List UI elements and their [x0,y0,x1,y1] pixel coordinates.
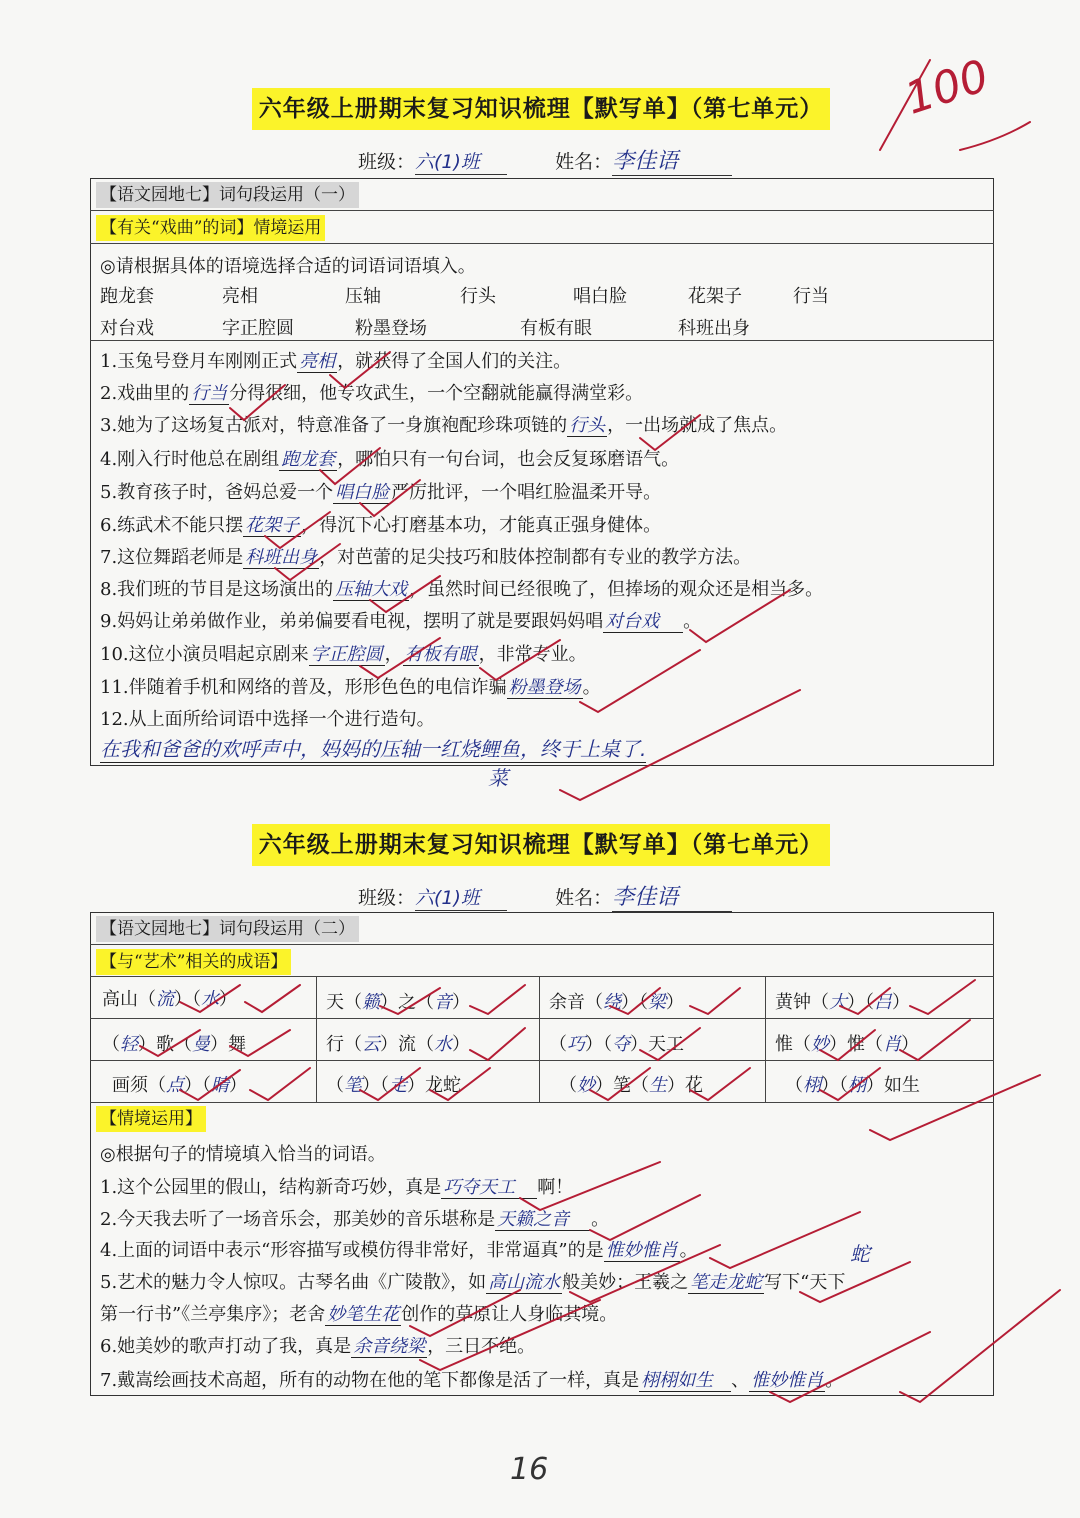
answer: 粉墨登场 [508,677,581,698]
divider [90,1018,994,1019]
answer: 唱白脸 [335,482,390,503]
class-value: 六(1)班 [415,883,507,911]
word-bank-item: 有板有眼 [520,318,592,339]
sheet2-title: 六年级上册期末复习知识梳理【默写单】（第七单元） [252,824,830,866]
word-bank-item: 粉墨登场 [355,318,427,339]
word-bank-item: 花架子 [688,286,742,307]
question-5: 5.教育孩子时，爸妈总爱一个 唱白脸 严厉批评，一个唱红脸温柔开导。 [100,482,662,503]
question-9: 9.妈妈让弟弟做作业，弟弟偏要看电视，摆明了就是要跟妈妈唱 对台戏 。 [100,611,702,632]
answer: 惟妙惟肖 [751,1370,824,1391]
question-8: 8.我们班的节目是这场演出的 压轴大戏 ，虽然时间已经很晚了，但捧场的观众还是相当多。 [100,579,824,600]
class-value: 六(1)班 [415,147,507,175]
idiom-cell: 黄钟（大）（吕） [775,992,910,1013]
sheet1-title: 六年级上册期末复习知识梳理【默写单】（第七单元） [252,88,830,130]
answer: 余音绕梁 [353,1336,426,1357]
idiom-cell: 高山（流）（水） [102,989,237,1010]
idiom-cell: （妙）笔（生）花 [559,1075,703,1096]
idiom-cell: （栩）（栩）如生 [785,1075,920,1096]
answer: 有板有眼 [404,644,477,665]
word-bank-item: 行当 [793,286,829,307]
answer: 巧夺天工 [441,1177,537,1199]
divider [90,210,994,211]
name-value: 李佳语 [612,880,732,912]
question-5: 5.艺术的魅力令人惊叹。古琴名曲《广陵散》，如 高山流水 般美妙；王羲之 笔走龙蛇 写下“天下 [100,1272,846,1293]
question-4: 4.上面的词语中表示“形容描写或模仿得非常好，非常逼真”的是 惟妙惟肖 。 [100,1240,698,1261]
name-label: 姓名： [555,887,613,909]
divider [90,1102,994,1103]
name-value: 李佳语 [612,144,732,176]
word-bank-item: 行头 [460,286,496,307]
question-12: 12.从上面所给词语中选择一个进行造句。 [100,709,435,730]
col-divider [316,976,317,1102]
context-tag: 【情境运用】 [96,1106,206,1132]
word-bank-item: 唱白脸 [573,286,627,307]
divider [90,944,994,945]
answer: 笔走龙蛇 [690,1272,763,1293]
divider [90,340,994,341]
idiom-cell: 余音（绕）（梁） [549,992,684,1013]
question-7: 7.戴嵩绘画技术高超，所有的动物在他的笔下都像是活了一样，真是 栩栩如生 、 惟妙惟肖 。 [100,1370,844,1391]
question-5-cont: 第一行书”《兰亭集序》；老舍 妙笔生花 创作的草原让人身临其境。 [100,1304,618,1325]
question-2: 2.戏曲里的 行当 分得很细，他专攻武生，一个空翻就能赢得满堂彩。 [100,383,644,404]
class-label: 班级： [358,151,416,173]
answer: 惟妙惟肖 [605,1240,678,1261]
question-6: 6.她美妙的歌声打动了我，真是 余音绕梁 ，三日不绝。 [100,1336,536,1357]
section-tag: 【语文园地七】词句段运用（一） [96,182,359,208]
page-number: 16 [510,1452,549,1487]
answer: 字正腔圆 [310,644,383,665]
name-label: 姓名： [555,151,613,173]
section-tag: 【语文园地七】词句段运用（二） [96,916,359,942]
word-bank-item: 对台戏 [100,318,154,339]
word-bank-item: 亮相 [222,286,258,307]
question-1: 1.这个公园里的假山，结构新奇巧妙，真是 巧夺天工 啊！ [100,1177,574,1198]
inserted-char: 菜 [488,766,508,790]
word-bank-item: 压轴 [345,286,381,307]
idiom-cell: 行（云）流（水） [326,1034,470,1055]
answer: 科班出身 [245,547,318,568]
word-bank-item: 字正腔圆 [222,318,294,339]
answer: 跑龙套 [281,449,336,470]
divider [90,976,994,977]
sentence-answer: 在我和爸爸的欢呼声中，妈妈的压轴一红烧鲤鱼，终于上桌了. [100,733,646,763]
word-bank-item: 科班出身 [678,318,750,339]
answer: 花架子 [245,515,300,536]
question-11: 11.伴随着手机和网络的普及，形形色色的电信诈骗 粉墨登场 。 [100,677,601,698]
idiom-cell: （巧）（夺）天工 [549,1034,684,1055]
divider [90,243,994,244]
question-3: 3.她为了这场复古派对，特意准备了一身旗袍配珍珠项链的 行头 ，一出场就成了焦点。 [100,415,788,436]
sheet1-class-line [358,144,732,176]
instruction: ◎请根据具体的语境选择合适的词语词语填入。 [100,256,476,277]
answer: 栩栩如生 [639,1370,731,1392]
question-2: 2.今天我去听了一场音乐会，那美妙的音乐堪称是 天籁之音 。 [100,1209,610,1230]
divider [90,1060,994,1061]
question-7: 7.这位舞蹈老师是 科班出身 ，对芭蕾的足尖技巧和肢体控制都有专业的教学方法。 [100,547,752,568]
answer: 对台戏 [603,611,683,633]
question-10: 10.这位小演员唱起京剧来 字正腔圆 ， 有板有眼 ，非常专业。 [100,644,587,665]
instruction: ◎根据句子的情境填入恰当的词语。 [100,1144,386,1165]
answer: 行当 [191,383,228,404]
question-6: 6.练武术不能只摆 花架子 ，得沉下心打磨基本功，才能真正强身健体。 [100,515,662,536]
score-mark: 100 [899,50,995,125]
question-1: 1.玉兔号登月车刚刚正式 亮相 ，就获得了全国人们的关注。 [100,351,572,372]
answer: 妙笔生花 [327,1304,400,1325]
word-bank-item: 跑龙套 [100,286,154,307]
correction-char: 蛇 [850,1242,870,1266]
col-divider [765,976,766,1102]
sub-tag: 【与“艺术”相关的成语】 [96,949,291,975]
answer: 高山流水 [488,1272,561,1293]
idiom-cell: 惟（妙）惟（肖） [775,1034,919,1055]
score-underline [960,122,1030,150]
answer: 行头 [569,415,606,436]
col-divider [539,976,540,1102]
idiom-cell: （笔）（走）龙蛇 [326,1075,461,1096]
idiom-cell: （轻）歌（曼）舞 [102,1034,246,1055]
sheet2-class-line [358,880,732,912]
class-label: 班级： [358,887,416,909]
answer: 压轴大戏 [335,579,408,600]
question-4: 4.刚入行时他总在剧组 跑龙套 ，哪怕只有一句台词，也会反复琢磨语气。 [100,449,680,470]
idiom-cell: 画须（点）（睛） [112,1075,247,1096]
sub-tag: 【有关“戏曲”的词】情境运用 [96,215,325,241]
idiom-cell: 天（籁）之（音） [326,992,470,1013]
answer: 天籁之音 [495,1209,591,1231]
answer: 亮相 [299,351,336,372]
